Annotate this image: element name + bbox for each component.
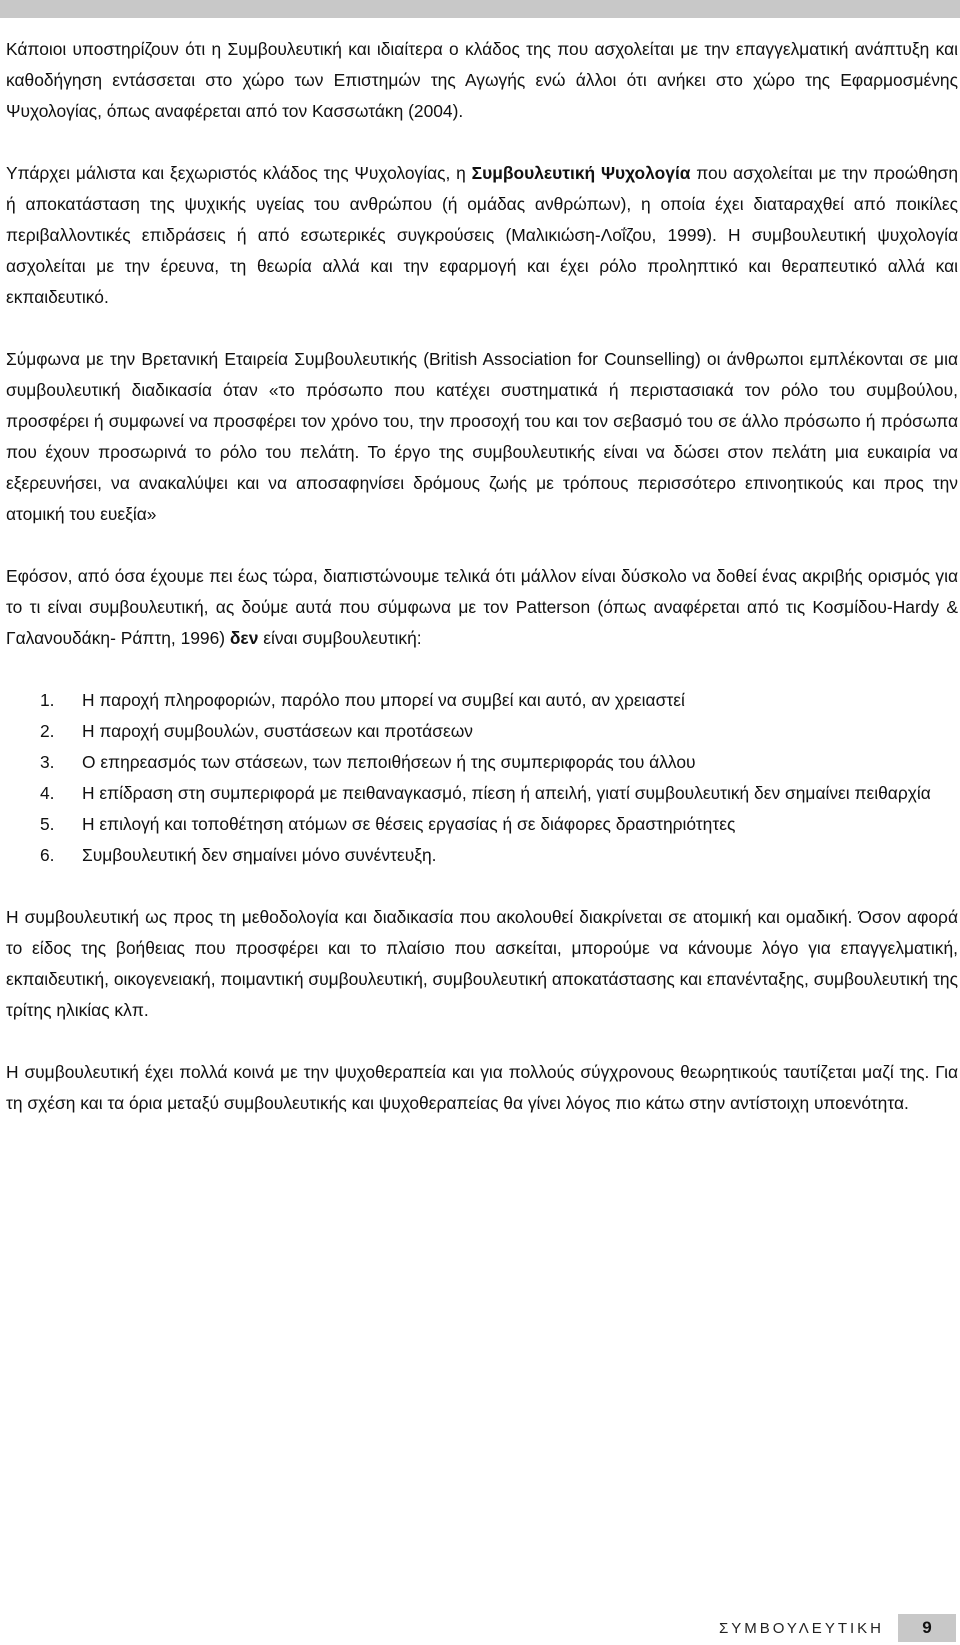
list-number: 2. [40,721,55,741]
list-item [6,809,958,840]
list-text: Η επίδραση στη συμπεριφορά με πειθαναγκασμό, πίεση ή απειλή, γιατί συμβουλευτική δεν σημαίνει πειθαρχία [82,783,931,803]
paragraph-patterson [6,561,958,654]
page-number: 9 [898,1614,956,1642]
list-item [6,840,958,871]
list-text: Ο επηρεασμός των στάσεων, των πεποιθήσεων ή της συμπεριφοράς του άλλου [82,752,696,772]
paragraph-bac-definition: Σύμφωνα με την Βρετανική Εταιρεία Συμβουλευτικής (British Association for Counselling) οι άνθρωποι εμπλέκονται σε μια συμβουλευτική διαδικασία όταν «το πρόσωπο που κατέχει συστηματικά ή περιστασιακά τον ρόλο του συμβούλου, προσφέρει ή συμφωνεί να προσφέρει τον χρόνο του, την προσοχή του και τον σεβασμό του σε άλλο πρόσωπο ή πρόσωπα που έχουν προσωρινά το ρόλο του πελάτη. Το έργο της συμβουλευτικής είναι να δώσει στον πελάτη μια ευκαιρία να εξερευνήσει, να ανακαλύψει και να αποσαφηνίσει δρόμους ζωής με τρόπους περισσότερο επινοητικούς και προς την ατομική του ευεξία» [6,349,958,524]
list-item [6,778,958,809]
list-number: 1. [40,690,55,710]
paragraph-types: Η συμβουλευτική ως προς τη μεθοδολογία και διαδικασία που ακολουθεί διακρίνεται σε ατομική και ομαδική. Όσον αφορά το είδος της βοήθειας που προσφέρει και το πλαίσιο που ασκείται, μπορούμε να κάνουμε λόγο για επαγγελματική, εκπαιδευτική, οικογενειακή, ποιμαντική συμβουλευτική, συμβουλευτική αποκατάστασης και επανένταξης, συμβουλευτική της τρίτης ηλικίας κλπ. [6,907,958,1020]
paragraph-intro: Κάποιοι υποστηρίζουν ότι η Συμβουλευτική και ιδιαίτερα ο κλάδος της που ασχολείται με την επαγγελματική ανάπτυξη και καθοδήγηση εντάσσεται στο χώρο των Επιστημών της Αγωγής ενώ άλλοι ότι ανήκει στο χώρο της Εφαρμοσμένης Ψυχολογίας, όπως αναφέρεται από τον Κασσωτάκη (2004). [6,39,958,121]
document-body [6,34,958,1150]
running-title: ΣΥΜΒΟΥΛΕΥΤΙΚΗ [718,1619,884,1637]
paragraph-psychotherapy: Η συμβουλευτική έχει πολλά κοινά με την ψυχοθεραπεία και για πολλούς σύγχρονους θεωρητικούς ταυτίζεται μαζί της. Για τη σχέση και τα όρια μεταξύ συμβουλευτικής και ψυχοθεραπείας θα γίνει λόγος πιο κάτω στην αντίστοιχη υποενότητα. [6,1062,958,1113]
list-item [6,716,958,747]
list-number: 3. [40,752,55,772]
list-text: Συμβουλευτική δεν σημαίνει μόνο συνέντευξη. [82,845,437,865]
list-text: Η παροχή πληροφοριών, παρόλο που μπορεί να συμβεί και αυτό, αν χρειαστεί [82,690,685,710]
numbered-list [6,685,958,871]
list-number: 6. [40,845,55,865]
bold-term: δεν [229,628,259,648]
paragraph-text: Εφόσον, από όσα έχουμε πει έως τώρα, διαπιστώνουμε τελικά ότι μάλλον είναι δύσκολο να δοθεί ένας ακριβής ορισμός για το τι είναι συμβουλευτική, ας δούμε αυτά που σύμφωνα με τον Patterson (όπως αναφέρεται από τις Κοσμίδου-Hardy & Γαλανουδάκη- Ράπτη, 1996) [6,566,958,648]
paragraph-text: Υπάρχει μάλιστα και ξεχωριστός κλάδος της Ψυχολογίας, η [6,163,472,183]
list-number: 5. [40,814,55,834]
list-text: Η παροχή συμβουλών, συστάσεων και προτάσεων [82,721,473,741]
list-item [6,685,958,716]
bold-term: Συμβουλευτική Ψυχολογία [471,163,691,183]
paragraph-counselling-psychology [6,158,958,313]
list-item [6,747,958,778]
list-text: Η επιλογή και τοποθέτηση ατόμων σε θέσεις εργασίας ή σε διάφορες δραστηριότητες [82,814,736,834]
paragraph-text: που ασχολείται με την προώθηση ή αποκατάσταση της ψυχικής υγείας του ανθρώπου (ή ομάδας ανθρώπων), η οποία έχει διαταραχθεί από ποικίλες περιβαλλοντικές επιδράσεις ή από εσωτερικές συγκρούσεις (Μαλικιώση-Λοΐζου, 1999). Η συμβουλευτική ψυχολογία ασχολείται με την έρευνα, τη θεωρία αλλά και την εφαρμογή και έχει ρόλο προληπτικό και θεραπευτικό αλλά και εκπαιδευτικό. [6,163,959,307]
paragraph-text: είναι συμβουλευτική: [258,628,422,648]
page-footer [719,1614,960,1642]
list-number: 4. [40,783,55,803]
top-header-bar [0,0,960,18]
